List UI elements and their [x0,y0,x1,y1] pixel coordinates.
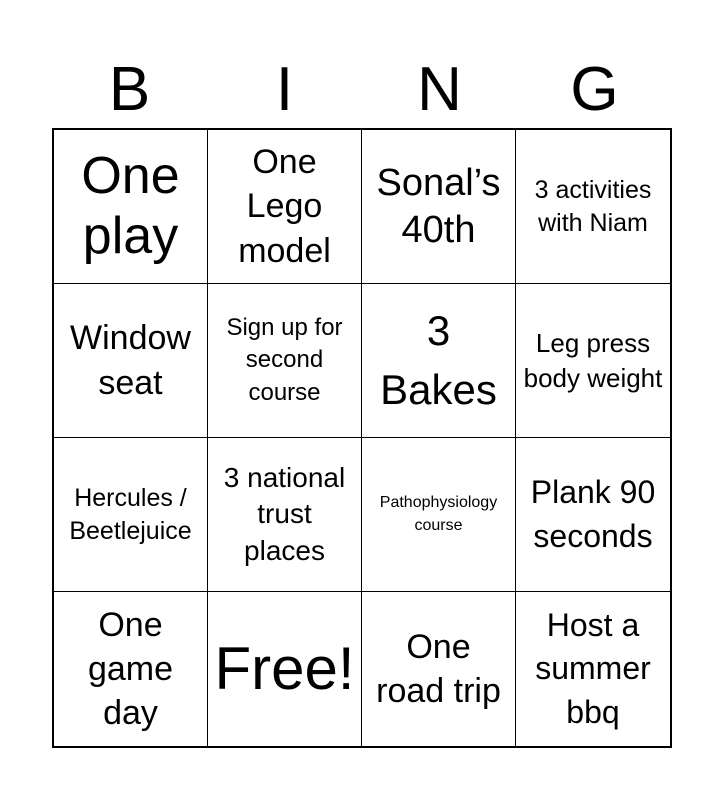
bingo-cell-r4-c4[interactable] [516,592,670,746]
free-space-label: Free! [214,635,355,702]
bingo-cell-r3-c4[interactable] [516,438,670,592]
bingo-cell-r2-c2[interactable] [208,284,362,438]
bingo-cell-r1-c4[interactable] [516,130,670,284]
cell-label: Plank 90 seconds [530,474,656,554]
cell-label: Host a summer bbq [535,607,651,730]
cell-label: 3 activities with Niam [534,175,652,237]
cell-label: Sign up for second course [226,313,343,406]
cell-label: 3 Bakes [380,306,497,413]
cell-label: Hercules / Beetlejuice [69,483,192,545]
cell-label: One play [81,147,180,265]
bingo-cell-r1-c1[interactable] [54,130,208,284]
bingo-cell-r3-c3[interactable] [362,438,516,592]
bingo-cell-r2-c4[interactable] [516,284,670,438]
bingo-cell-r1-c2[interactable] [208,130,362,284]
cell-label: Leg press body weight [523,327,663,393]
cell-label: One Lego model [238,143,331,270]
header-letter-i: I [275,55,294,124]
bingo-cell-r3-c1[interactable] [54,438,208,592]
bingo-board [52,128,672,748]
cell-label: Sonal’s 40th [376,162,501,251]
bingo-header [52,52,672,128]
cell-label: Pathophysiology course [379,494,498,534]
bingo-cell-r2-c3[interactable] [362,284,516,438]
cell-label: Window seat [70,319,191,402]
header-letter-g: G [570,55,619,124]
bingo-cell-r2-c1[interactable] [54,284,208,438]
cell-label: 3 national trust places [223,461,346,566]
header-letter-n: N [417,55,462,124]
header-letter-b: B [108,55,151,124]
cell-label: One game day [87,605,174,733]
bingo-cell-r3-c2[interactable] [208,438,362,592]
bingo-cell-r1-c3[interactable] [362,130,516,284]
bingo-cell-r4-c2[interactable] [208,592,362,746]
cell-label: One road trip [376,627,501,710]
bingo-cell-r4-c3[interactable] [362,592,516,746]
bingo-cell-r4-c1[interactable] [54,592,208,746]
